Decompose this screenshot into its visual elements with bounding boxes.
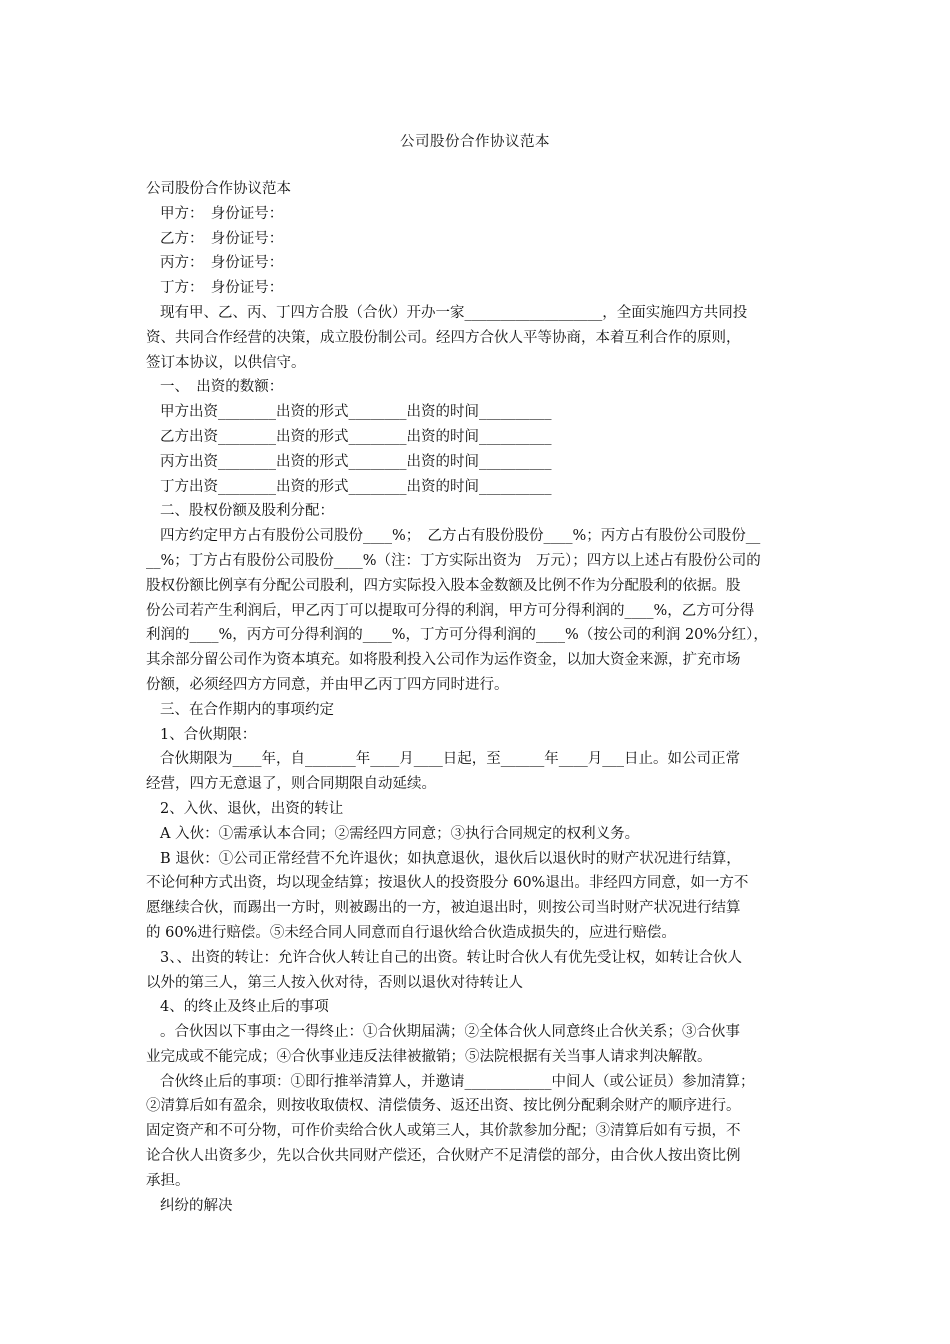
document-line: 一、 出资的数额： xyxy=(160,379,284,396)
document-line: 2、入伙、退伙，出资的转让 xyxy=(160,800,344,817)
document-line: 愿继续合伙，而踢出一方时，则被踢出的一方，被迫退出时，则按公司当时财产状况进行结算 xyxy=(146,900,741,917)
document-line: 论合伙人出资多少，先以合伙共同财产偿还，合伙财产不足清偿的部分，由合伙人按出资比例 xyxy=(146,1148,741,1165)
page-title: 公司股份合作协议范本 xyxy=(400,134,550,150)
document-line: 丁方： 身份证号： xyxy=(160,280,284,297)
document-line: 乙方出资________出资的形式________出资的时间__________ xyxy=(160,428,552,445)
document-line: 丁方出资________出资的形式________出资的时间__________ xyxy=(160,478,552,495)
document-line: 甲方： 身份证号： xyxy=(160,205,284,222)
document-line: 以外的第三人，第三人按入伙对待，否则以退伙对待转让人 xyxy=(146,974,523,991)
document-body xyxy=(146,177,806,1218)
document-line: 份公司若产生利润后，甲乙丙丁可以提取可分得的利润，甲方可分得利润的____%，乙方可分得 xyxy=(146,602,755,619)
document-line: __%；丁方占有股份公司股份____%（注：丁方实际出资为 万元）；四方以上述占有股份公司的 xyxy=(146,552,761,569)
document-line: 丙方出资________出资的形式________出资的时间__________ xyxy=(160,453,552,470)
document-line: 签订本协议，以供信守。 xyxy=(146,354,306,371)
document-line: 丙方： 身份证号： xyxy=(160,255,284,272)
document-line: 。合伙因以下事由之一得终止：①合伙期届满；②全体合伙人同意终止合伙关系；③合伙事 xyxy=(160,1024,740,1041)
document-line: 三、在合作期内的事项约定 xyxy=(160,701,334,718)
document-line: 股权份额比例享有分配公司股利，四方实际投入股本金数额及比例不作为分配股利的依据。股 xyxy=(146,577,741,594)
document-line: 份额，必须经四方方同意，并由甲乙丙丁四方同时进行。 xyxy=(146,676,509,693)
document-line: 纠纷的解决 xyxy=(160,1197,233,1214)
document-line: 利润的____%，丙方可分得利润的____%，丁方可分得利润的____%（按公司的利润 20%分红）， xyxy=(146,627,768,644)
document-line: 乙方： 身份证号： xyxy=(160,230,284,247)
document-line: 4、的终止及终止后的事项 xyxy=(160,999,329,1016)
document-line: A 入伙：①需承认本合同；②需经四方同意；③执行合同规定的权利义务。 xyxy=(160,825,640,842)
document-line: 四方约定甲方占有股份公司股份____%； 乙方占有股份股份____%；丙方占有股份公司股份__ xyxy=(160,528,761,545)
document-line: B 退伙：①公司正常经营不允许退伙；如执意退伙，退伙后以退伙时的财产状况进行结算， xyxy=(160,850,741,867)
document-line: 资、共同合作经营的决策，成立股份制公司。经四方合伙人平等协商，本着互利合作的原则， xyxy=(146,329,741,346)
document-line: 二、股权份额及股利分配： xyxy=(160,503,334,520)
document-line: 公司股份合作协议范本 xyxy=(146,181,291,197)
document-line: 不论何种方式出资，均以现金结算；按退伙人的投资股分 60%退出。非经四方同意，如一方不 xyxy=(146,875,749,892)
document-line: 业完成或不能完成；④合伙事业违反法律被撤销；⑤法院根据有关当事人请求判决解散。 xyxy=(146,1048,712,1065)
document-line: 3、、出资的转让：允许合伙人转让自己的出资。转让时合伙人有优先受让权，如转让合伙人 xyxy=(160,949,742,966)
document-line: 承担。 xyxy=(146,1172,190,1189)
document-line: ②清算后如有盈余，则按收取债权、清偿债务、返还出资、按比例分配剩余财产的顺序进行。 xyxy=(146,1098,741,1115)
document-line: 固定资产和不可分物，可作价卖给合伙人或第三人，其价款参加分配；③清算后如有亏损，不 xyxy=(146,1123,741,1140)
document-line: 1、合伙期限： xyxy=(160,726,257,743)
document-line: 合伙期限为____年，自_______年____月____日起，至______年____月___日止。如公司正常 xyxy=(160,751,740,768)
document-line: 经营，四方无意退了，则合同期限自动延续。 xyxy=(146,776,436,793)
document-line: 的 60%进行赔偿。⑤未经合同人同意而自行退伙给合伙造成损失的，应进行赔偿。 xyxy=(146,924,676,941)
document-line: 现有甲、乙、丙、丁四方合股（合伙）开办一家___________________，全面实施四方共同投 xyxy=(160,304,748,321)
document-line: 甲方出资________出资的形式________出资的时间__________ xyxy=(160,404,552,421)
document-line: 合伙终止后的事项：①即行推举清算人，并邀请____________中间人（或公证员）参加清算； xyxy=(160,1073,755,1090)
document-line: 其余部分留公司作为资本填充。如将股利投入公司作为运作资金，以加大资金来源，扩充市场 xyxy=(146,652,741,669)
